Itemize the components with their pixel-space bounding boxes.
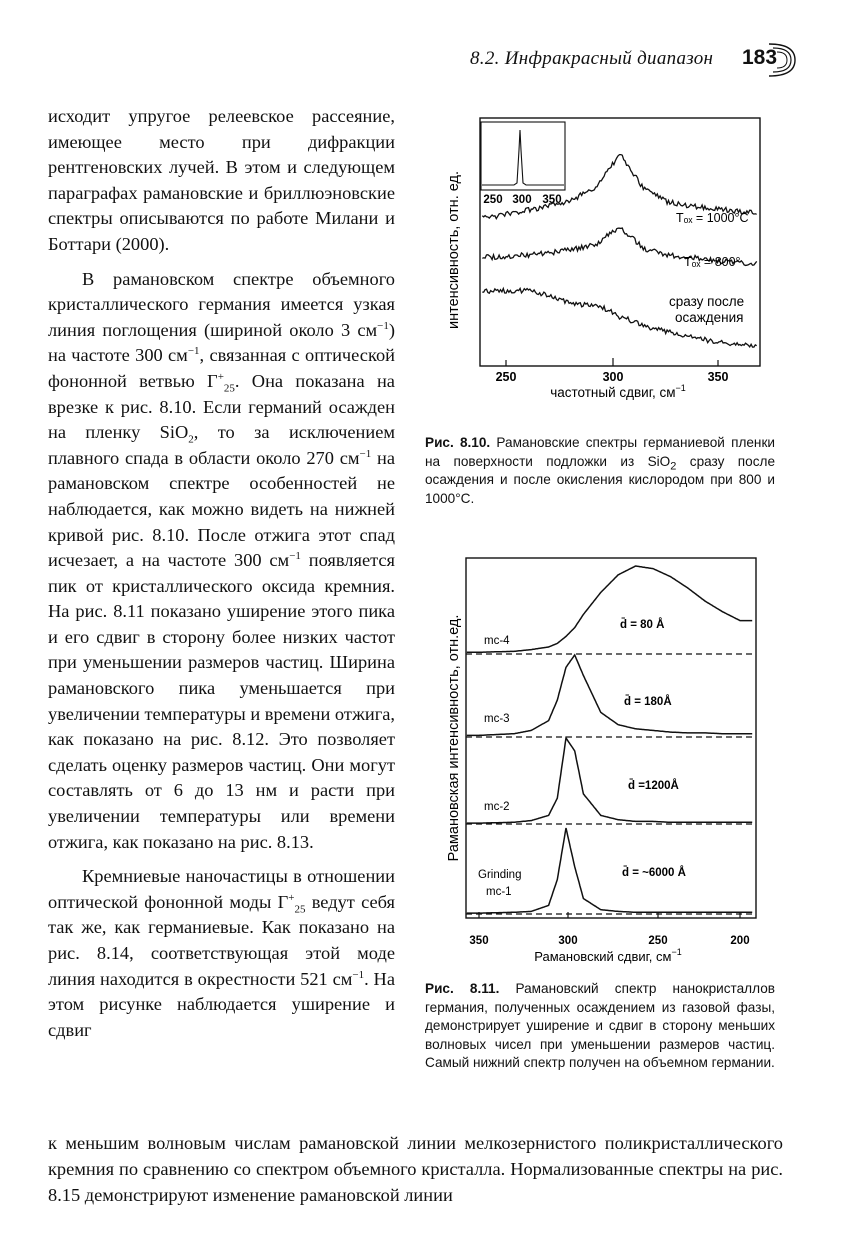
fig811-series-line-mc-4 bbox=[467, 566, 752, 652]
paragraph-3: Кремниевые наночастицы в отношении оптической фононной моды $Г^+_{25}$ ведут себя так же, как германиевые. Как показано на рис. 8.14, соответствующая этой моде линия находится в окрестности 521 $см^{-1}$. На этом рисунке наблюдается уширение и сдвиг bbox=[48, 866, 395, 1040]
fig811-ylabel: Рамановская интенсивность, отн.ед. bbox=[446, 614, 462, 862]
left-text-column bbox=[48, 104, 395, 1043]
fig811-series-line-mc-2 bbox=[467, 738, 752, 823]
fig811-size-180: d̄ = 180Å bbox=[624, 696, 672, 708]
fig811-x-axis bbox=[469, 912, 749, 947]
page-number: 183 bbox=[742, 46, 778, 69]
fig810-ylabel: интенсивность, отн. ед. bbox=[446, 171, 462, 329]
fig811-series-mc4: mc-4 bbox=[484, 635, 510, 647]
fig810-tick-300: 300 bbox=[602, 370, 624, 384]
fig810-inset-tick-250: 250 bbox=[483, 194, 503, 206]
fig810-label-1000: Tₒₓ = 1000°C bbox=[676, 211, 749, 225]
figure-8-11 bbox=[418, 548, 778, 968]
fig810-tick-350: 350 bbox=[707, 370, 729, 384]
fig811-plot-frame bbox=[466, 558, 756, 918]
fig810-inset-tick-350: 350 bbox=[542, 194, 562, 206]
fig811-tick-250: 250 bbox=[648, 935, 668, 947]
fig811-tick-300: 300 bbox=[558, 935, 578, 947]
bottom-text: к меньшим волновым числам рамановской линии мелкозернистого поликристаллического кремния по сравнению со спектром объемного кристалла. Нормализованные спектры на рис. 8.15 демонстрируют изменение рамановской линии bbox=[48, 1133, 783, 1205]
fig811-series-mc2: mc-2 bbox=[484, 801, 510, 813]
paragraph-2: В рамановском спектре объемного кристаллического германия имеется узкая линия поглощения (шириной около 3 $см^{-1}$) на частоте 300 $см^{-1}$, связанная с оптической фононной ветвью $Г^+_{25}$. Она показана на врезке к рис. 8.10. Если германий осажден на пленку SiO$_2$, то за исключением плавного спада в области около 270 $см^{-1}$ на рамановском спектре особенностей не наблюдается, как можно видеть на нижней кривой рис. 8.10. После отжига этот спад исчезает, а на частоте 300 $см^{-1}$ появляется пик от кристаллического оксида кремния. На рис. 8.11 показано уширение этого пика и его сдвиг в сторону более низких частот при уменьшении размеров частиц. Ширина рамановского пика уменьшается при увеличении температуры и времени отжига, как показано на рис. 8.12. Это позволяет сделать оценку размеров частиц. Они могут составлять от 6 до 13 нм и расти при увеличении температуры или времени отжига, как показано на рис. 8.13. bbox=[48, 268, 395, 852]
fig810-label-800: Tₒₓ = 800° bbox=[684, 255, 741, 269]
fig811-series-line-mc-3 bbox=[467, 655, 752, 735]
fig811-xlabel: Рамановский сдвиг, $см^{-1}$ bbox=[534, 947, 682, 964]
fig810-xlabel: частотный сдвиг, $см^{-1}$ bbox=[550, 383, 686, 400]
fig810-caption: Рис. 8.10. Рамановские спектры германиевой пленки на поверхности подложки из SiO$_2$ сразу после осаждения и после окисления кислородом при 800 и 1000°С. bbox=[425, 435, 776, 506]
fig810-label-asdep-2: осаждения bbox=[675, 310, 744, 325]
fig811-tick-200: 200 bbox=[730, 935, 750, 947]
page-corner-swirl-icon bbox=[765, 40, 801, 80]
fig811-size-1200: d̄ =1200Å bbox=[628, 780, 679, 792]
fig810-inset-tick-300: 300 bbox=[512, 194, 532, 206]
fig811-series-grinding: Grinding bbox=[478, 869, 522, 881]
figure-8-10 bbox=[418, 110, 778, 410]
fig810-tick-250: 250 bbox=[495, 370, 517, 384]
fig811-tick-350: 350 bbox=[469, 935, 489, 947]
fig811-series-mc1: mc-1 bbox=[486, 886, 512, 898]
fig810-label-asdep-1: сразу после bbox=[669, 294, 745, 309]
fig811-curves bbox=[467, 566, 752, 913]
paragraph-1: исходит упругое релеевское рассеяние, имеющее место при дифракции рентгеновских лучей. В этом и следующем параграфах рамановские и бриллюэновские спектры описываются по работе Милани и Боттари (2000). bbox=[48, 106, 395, 254]
fig811-caption: Рис. 8.11. Рамановский спектр нанокристаллов германия, полученных осаждением из газовой фазы, демонстрирует уширение и сдвиг в сторону меньших волновых чисел при уменьшении размеров частиц. Самый нижний спектр получен на объемном германии. bbox=[425, 981, 775, 1071]
section-title: 8.2. Инфракрасный диапазон bbox=[470, 48, 714, 69]
fig811-size-6000: d̄ = ~6000 Å bbox=[622, 867, 686, 879]
running-header bbox=[470, 40, 800, 80]
fig811-series-mc3: mc-3 bbox=[484, 713, 510, 725]
fig810-x-axis bbox=[496, 358, 729, 384]
fig811-size-80: d̄ = 80 Å bbox=[620, 619, 665, 631]
